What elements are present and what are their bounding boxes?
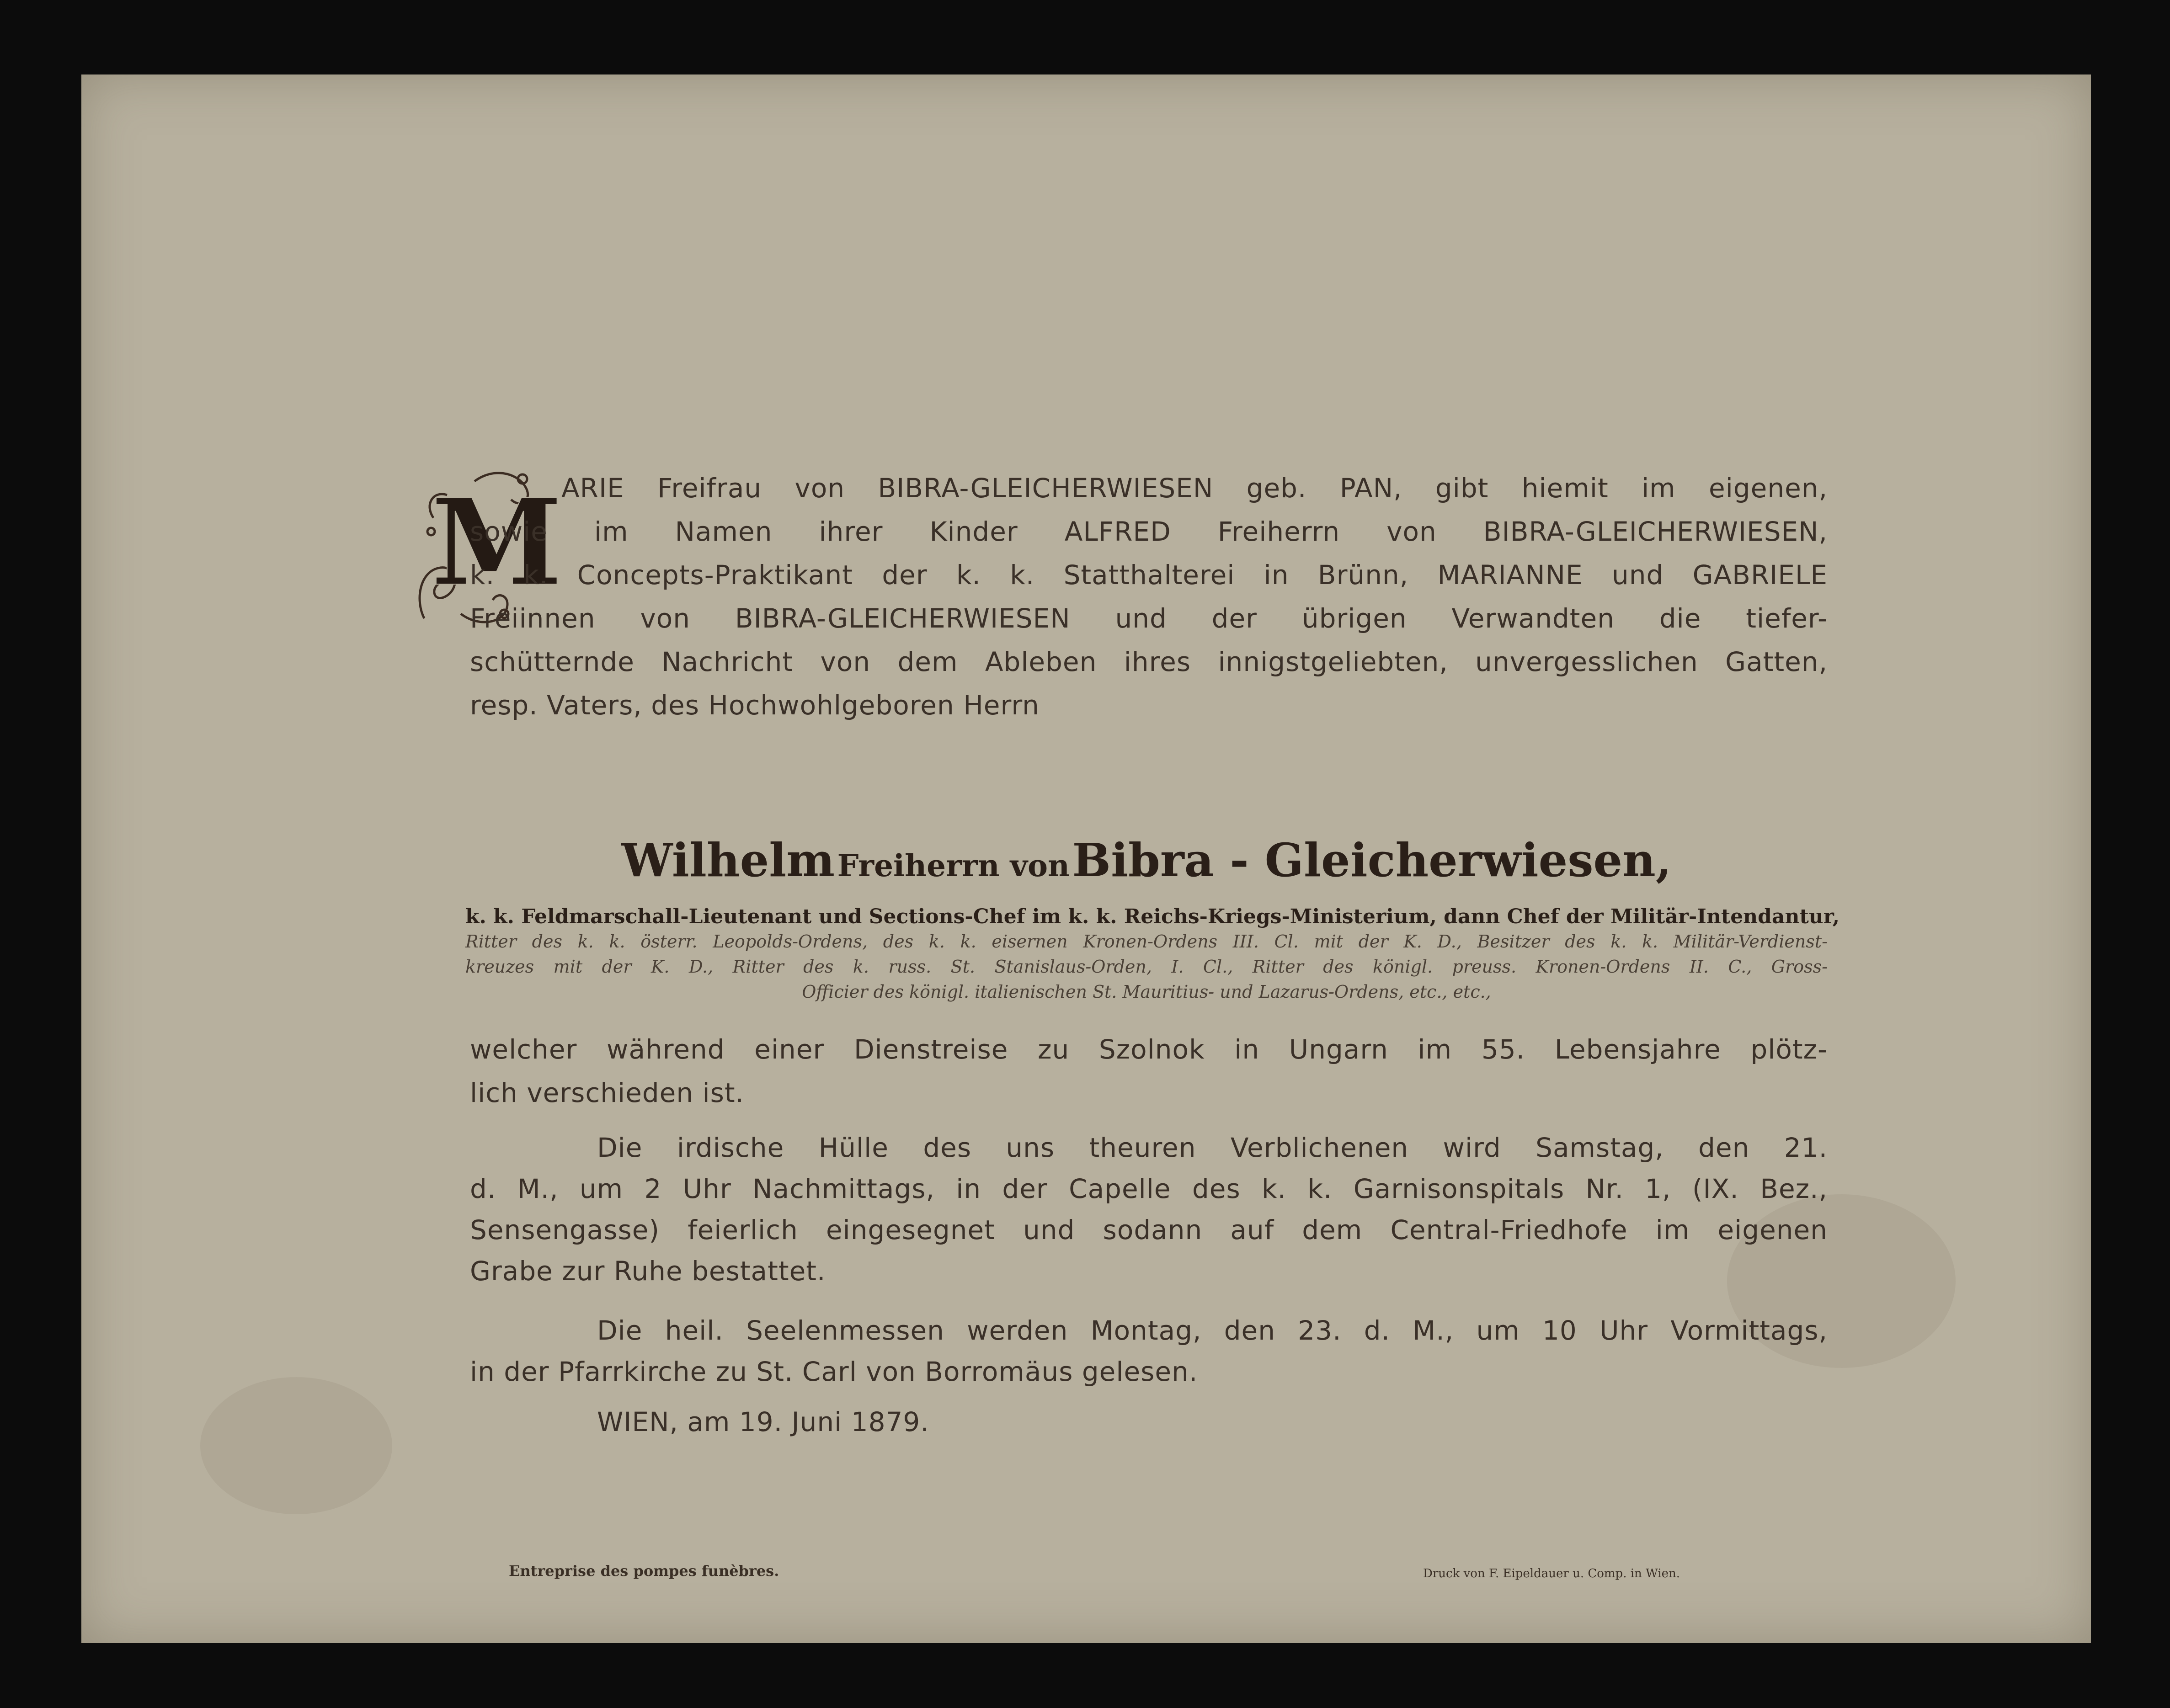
honours-line-2: kreuzes mit der K. D., Ritter des k. russ. St. Stanislaus-Orden, I. Cl., Ritter des königl. preuss. Kronen-Ordens II. C., Gross- bbox=[465, 957, 1828, 977]
deceased-first-name: Wilhelm bbox=[621, 833, 835, 887]
intro-line-1: ARIE Freifrau von BIBRA-GLEICHERWIESEN geb. PAN, gibt hiemit im eigenen, bbox=[561, 473, 1828, 504]
mass-line-2: in der Pfarrkirche zu St. Carl von Borromäus gelesen. bbox=[470, 1356, 1198, 1387]
svg-text:M: M bbox=[431, 473, 563, 612]
deceased-title: Freiherrn von bbox=[837, 848, 1070, 883]
funeral-line-3: Sensengasse) feierlich eingesegnet und sodann auf dem Central-Friedhofe im eigenen bbox=[470, 1214, 1828, 1245]
honours-line-3: Officier des königl. italienischen St. Mauritius- und Lazarus-Ordens, etc., etc., bbox=[802, 982, 1491, 1002]
intro-line-4: Freiinnen von BIBRA-GLEICHERWIESEN und der übrigen Verwandten die tiefer- bbox=[470, 603, 1828, 634]
death-notice-card bbox=[81, 74, 2091, 1643]
intro-line-6: resp. Vaters, des Hochwohlgeboren Herrn bbox=[470, 690, 1040, 721]
rank-line: k. k. Feldmarschall-Lieutenant und Sections-Chef im k. k. Reichs-Kriegs-Ministerium, dann Chef der Militär-Intendantur, bbox=[465, 905, 1840, 928]
deceased-name bbox=[575, 833, 1718, 887]
printer-imprint: Druck von F. Eipeldauer u. Comp. in Wien. bbox=[1423, 1567, 1680, 1580]
funeral-line-4: Grabe zur Ruhe bestattet. bbox=[470, 1256, 826, 1287]
deceased-surname: Bibra - Gleicherwiesen, bbox=[1072, 833, 1672, 887]
honours-line-1: Ritter des k. k. österr. Leopolds-Ordens, des k. k. eisernen Kronen-Ordens III. Cl. mit der K. D., Besitzer des k. k. Militär-Verdienst- bbox=[465, 931, 1828, 952]
intro-line-5: schütternde Nachricht von dem Ableben ihres innigstgeliebten, unvergesslichen Gatten, bbox=[470, 646, 1828, 677]
funeral-line-2: d. M., um 2 Uhr Nachmittags, in der Capelle des k. k. Garnisonspitals Nr. 1, (IX. Bez., bbox=[470, 1173, 1828, 1204]
place-date: WIEN, am 19. Juni 1879. bbox=[597, 1406, 929, 1437]
funeral-line-1: Die irdische Hülle des uns theuren Verblichenen wird Samstag, den 21. bbox=[597, 1132, 1828, 1163]
mass-line-1: Die heil. Seelenmessen werden Montag, den 23. d. M., um 10 Uhr Vormittags, bbox=[597, 1315, 1828, 1346]
death-line-1: welcher während einer Dienstreise zu Szolnok in Ungarn im 55. Lebensjahre plötz- bbox=[470, 1034, 1828, 1065]
funeral-company-imprint: Entreprise des pompes funèbres. bbox=[509, 1562, 779, 1580]
paper-stain bbox=[200, 1377, 392, 1514]
intro-line-3: k. k. Concepts-Praktikant der k. k. Statthalterei in Brünn, MARIANNE und GABRIELE bbox=[470, 559, 1828, 591]
death-line-2: lich verschieden ist. bbox=[470, 1077, 745, 1108]
intro-line-2: sowie im Namen ihrer Kinder ALFRED Freiherrn von BIBRA-GLEICHERWIESEN, bbox=[470, 516, 1828, 547]
